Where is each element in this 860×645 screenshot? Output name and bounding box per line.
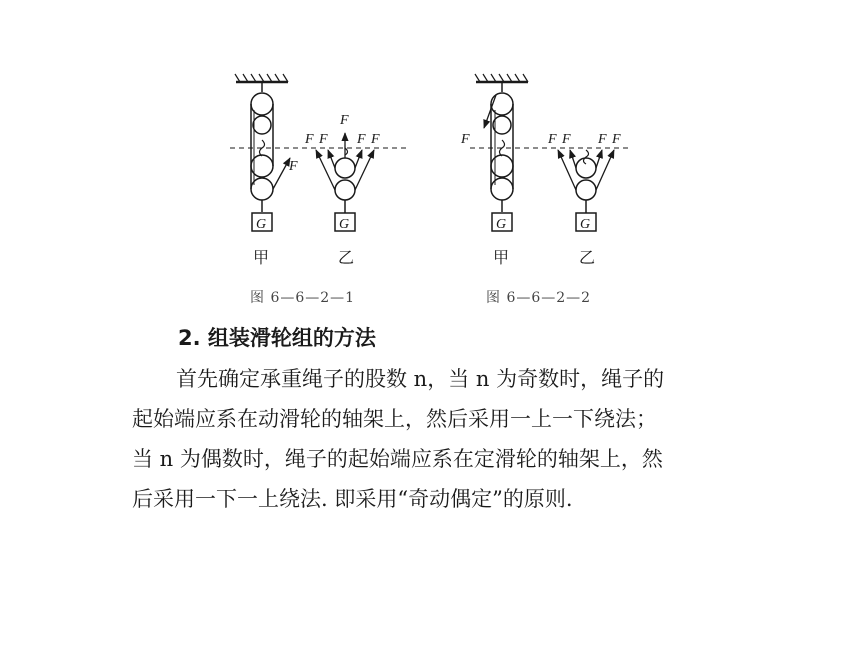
fig2-yi-force-label-3: F	[598, 132, 607, 147]
fig1-yi-force-label-1: F	[305, 132, 314, 147]
fig2-jia-load-label: G	[496, 217, 507, 232]
fig1-jia-load-label: G	[256, 217, 267, 232]
fig2-yi-load-label: G	[580, 217, 591, 232]
figure-caption-2: 图 6—6—2—2	[486, 290, 592, 306]
fig2-jia-force-label: F	[461, 132, 470, 147]
body-paragraph	[132, 359, 742, 519]
fig1-jia-panel-label: 甲	[253, 248, 270, 267]
fig2-yi-force-label-1: F	[548, 132, 557, 147]
fig1-jia-force-label: F	[289, 159, 298, 174]
fig2-yi-force-label-2: F	[562, 132, 571, 147]
fig1-jia-diagram	[235, 74, 290, 231]
fig1-yi-load-label: G	[339, 217, 350, 232]
pulley-figures	[0, 0, 860, 320]
paragraph-line-2: 起始端应系在动滑轮的轴架上，然后采用一上一下绕法；	[132, 407, 657, 431]
fig1-yi-force-label-5: F	[371, 132, 380, 147]
fig2-jia-diagram	[475, 74, 528, 231]
paragraph-line-4: 后采用一下一上绕法. 即采用“奇动偶定”的原则.	[132, 487, 573, 511]
fig1-yi-force-label-4: F	[357, 132, 366, 147]
fig1-yi-force-label-3: F	[340, 113, 349, 128]
fig1-yi-force-label-2: F	[319, 132, 328, 147]
fig2-yi-panel-label: 乙	[579, 248, 596, 267]
fig1-yi-panel-label: 乙	[338, 248, 355, 267]
paragraph-line-3: 当 n 为偶数时，绳子的起始端应系在定滑轮的轴架上，然	[132, 447, 663, 471]
paragraph-line-1: 首先确定承重绳子的股数 n，当 n 为奇数时，绳子的	[176, 367, 665, 391]
fig2-jia-panel-label: 甲	[493, 248, 510, 267]
figure-caption-1: 图 6—6—2—1	[250, 290, 356, 306]
fig2-yi-force-label-4: F	[612, 132, 621, 147]
section-title: 2. 组装滑轮组的方法	[178, 326, 376, 350]
